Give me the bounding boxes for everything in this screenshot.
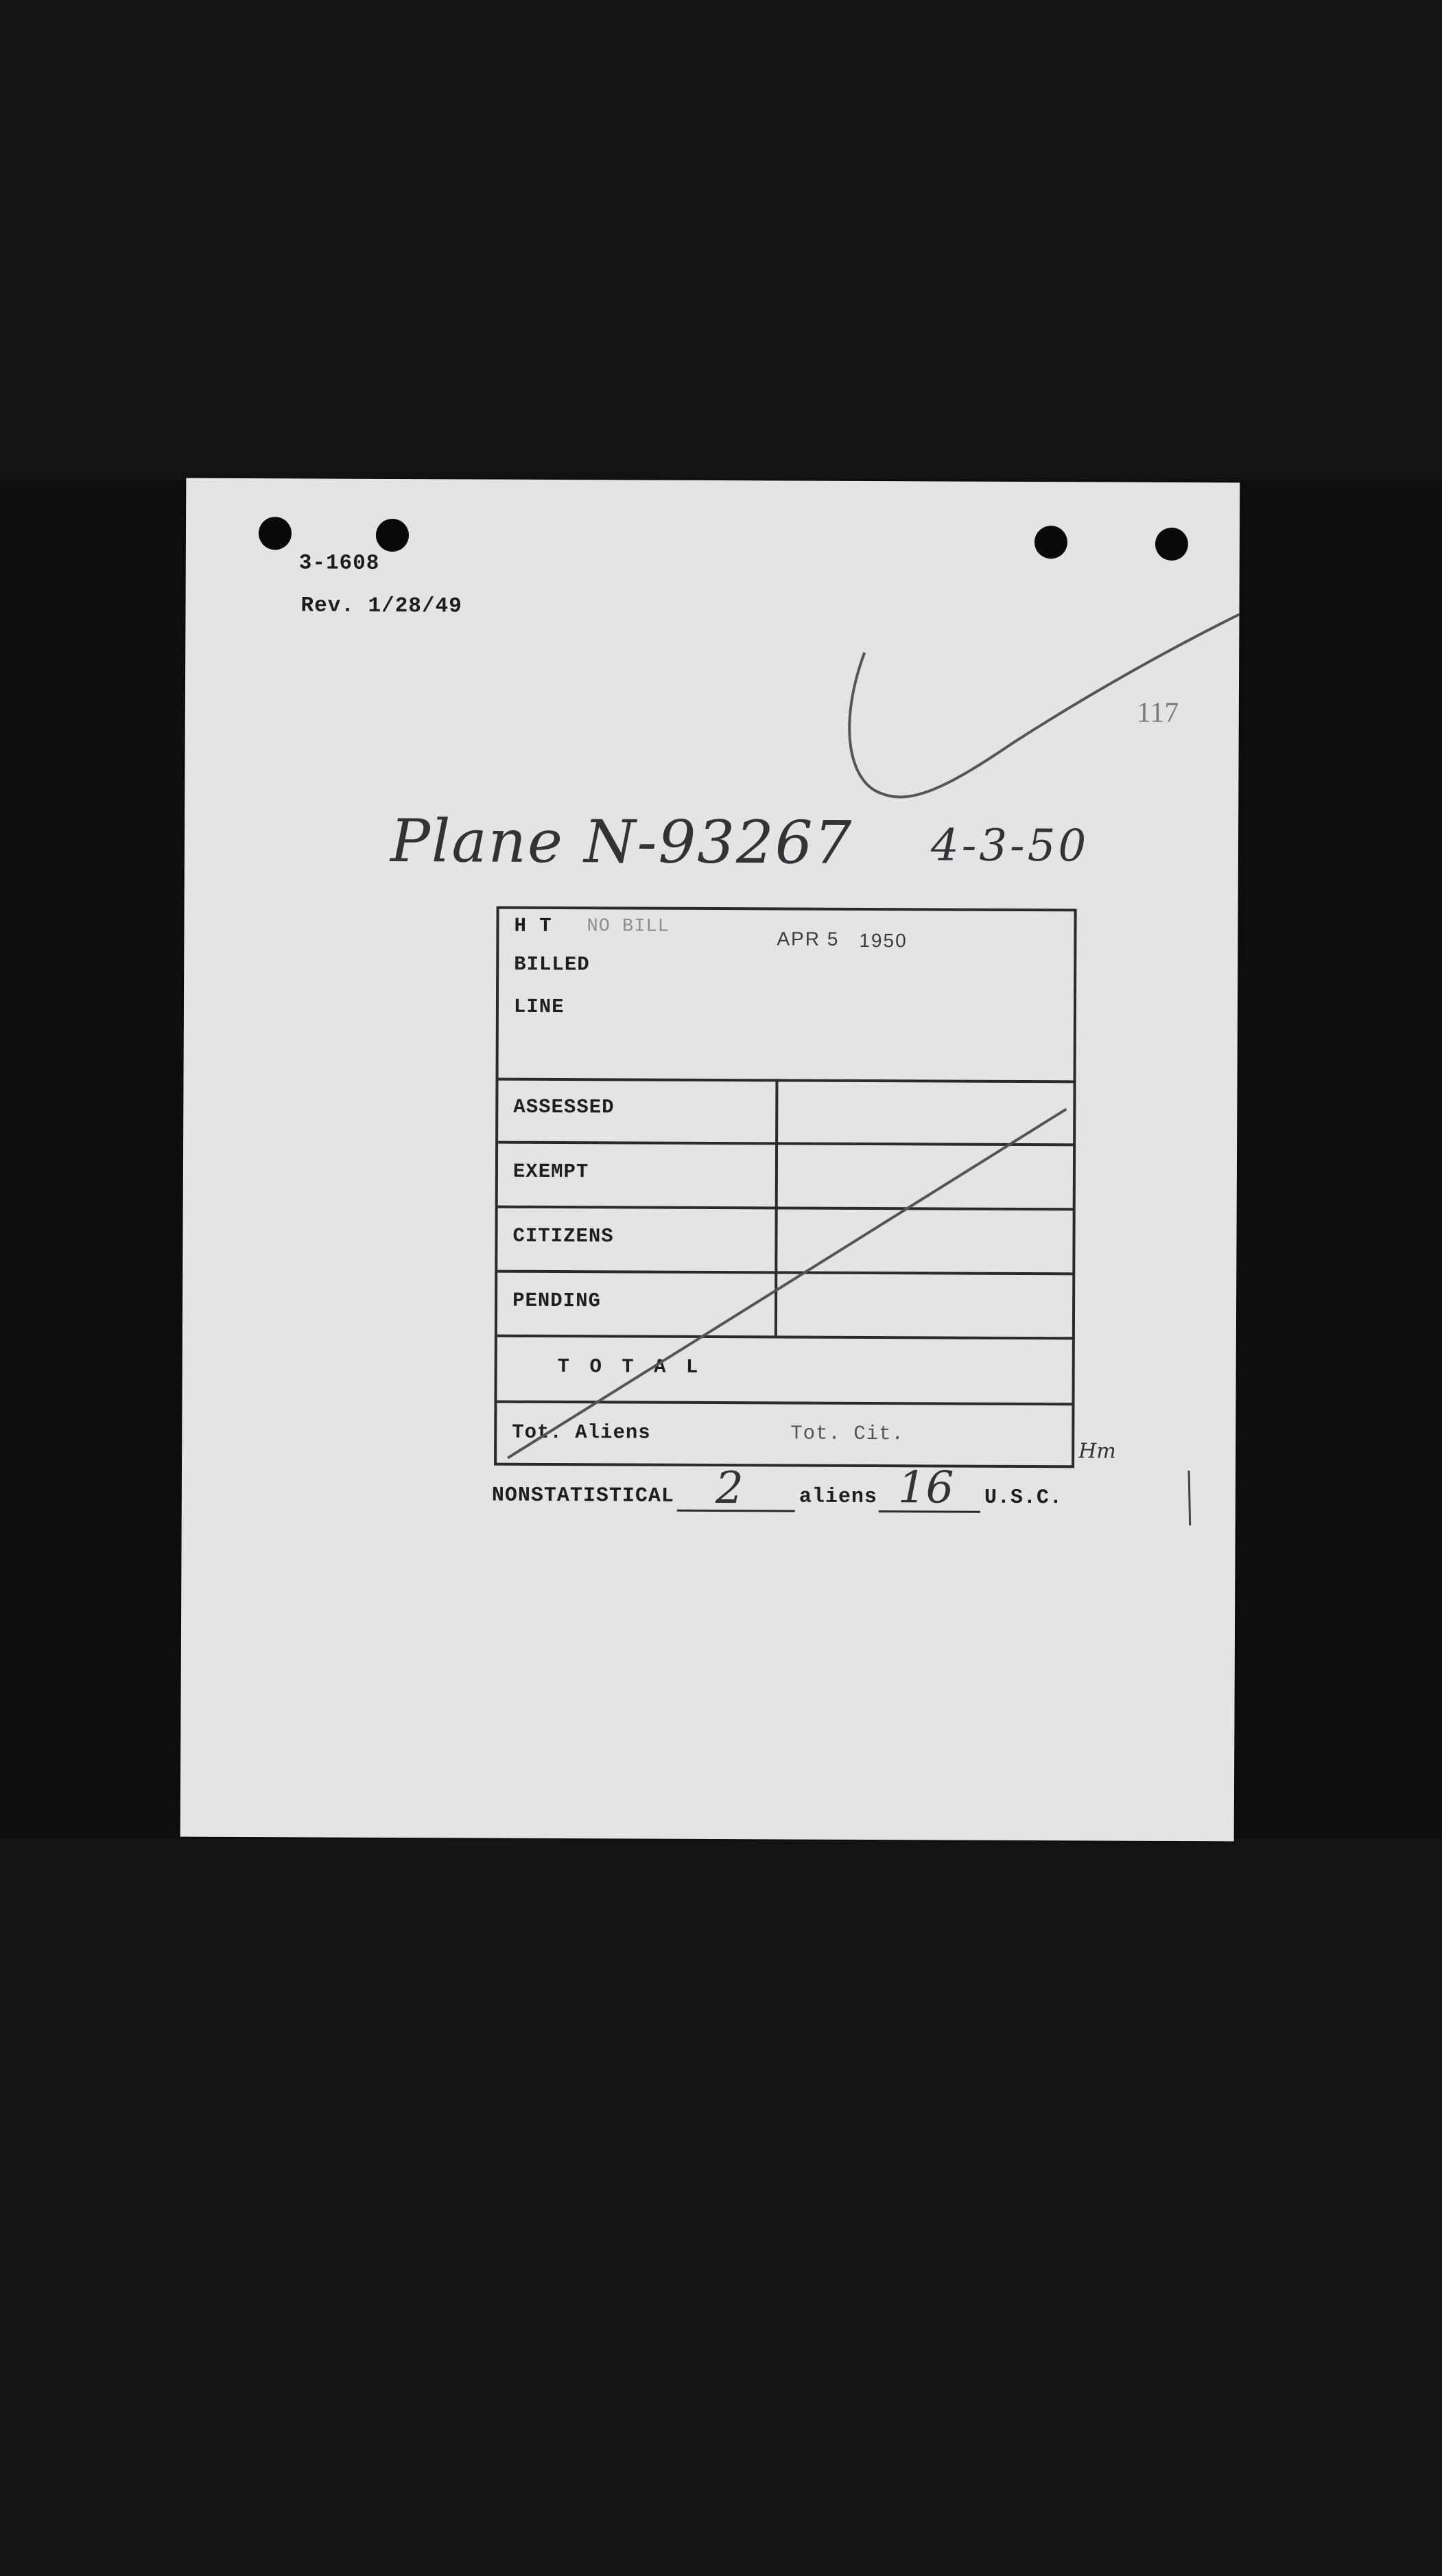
handwritten-usc-count: 16 — [897, 1462, 954, 1514]
handwritten-aliens-count: 2 — [715, 1463, 744, 1514]
usc-label: U.S.C. — [984, 1486, 1063, 1510]
pending-label: PENDING — [512, 1289, 602, 1313]
no-bill-stamp: NO BILL — [587, 916, 670, 937]
total-citizens-label: Tot. Cit. — [790, 1422, 904, 1446]
citizens-label: CITIZENS — [512, 1224, 614, 1248]
punch-hole — [1035, 526, 1067, 559]
punch-hole — [259, 517, 292, 550]
billed-label: BILLED — [514, 952, 590, 976]
document-page — [180, 478, 1240, 1842]
exempt-label: EXEMPT — [512, 1160, 589, 1184]
form-number: 3-1608 — [298, 551, 380, 576]
handwritten-initials: Hm — [1078, 1439, 1116, 1464]
punch-hole — [376, 519, 409, 552]
nonstatistical-label: NONSTATISTICAL — [491, 1484, 674, 1508]
date-stamp: APR 5 — [777, 928, 840, 950]
form-box — [494, 906, 1077, 1468]
scan-background-top — [0, 0, 1442, 480]
handwritten-date: 4-3-50 — [930, 820, 1089, 872]
total-aliens-label: Tot. Aliens — [512, 1420, 651, 1444]
punch-hole — [1155, 528, 1188, 561]
line-label: LINE — [513, 995, 565, 1019]
scan-background-bottom — [0, 1839, 1442, 2576]
strike-through-line — [497, 909, 1080, 1471]
year-stamp: 1950 — [859, 929, 908, 952]
handwritten-plane-number: Plane N-93267 — [390, 806, 853, 878]
total-label: T O T A L — [557, 1355, 702, 1379]
assessed-label: ASSESSED — [513, 1095, 615, 1119]
box-ht-label: H T — [514, 914, 552, 937]
page-number: 117 — [1136, 696, 1179, 729]
form-revision: Rev. 1/28/49 — [300, 594, 462, 619]
aliens-label: aliens — [799, 1485, 877, 1510]
